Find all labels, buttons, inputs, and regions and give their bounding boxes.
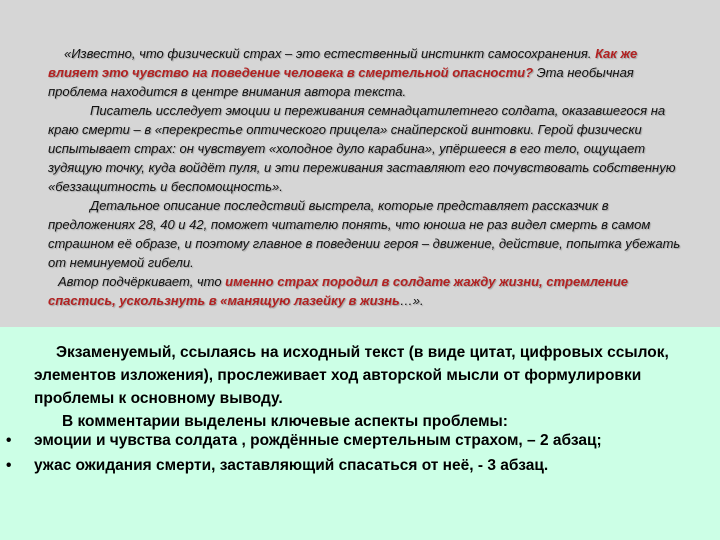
- essay-p1-end: Эта необычная проблема находится в центре внимания автора текста.: [48, 65, 634, 99]
- essay-p4-end: …».: [399, 293, 424, 308]
- essay-paragraph-2: Писатель исследует эмоции и переживания семнадцатилетнего солдата, оказавшегося на краю смерти – в «перекрестье оптического прицела» снайперской винтовки. Герой физически испытывает страх: он чувствует «холодное дуло карабина», упёршееся в его тело, ощущает зудящую точку, куда войдёт пуля, и эти переживания заставляют его почувствовать собственную «беззащитность и беспомощность».: [48, 103, 676, 194]
- bullet-icon: •: [6, 432, 12, 449]
- commentary-aspects-heading: В комментарии выделены ключевые аспекты проблемы:: [62, 413, 508, 430]
- commentary-paragraph: Экзаменуемый, ссылаясь на исходный текст (в виде цитат, цифровых ссылок, элементов изложения), прослеживает ход авторской мысли от формулировки проблемы к основному выводу.: [34, 344, 669, 407]
- essay-p4-start: Автор подчёркивает, что: [58, 274, 226, 289]
- list-item: [0, 453, 720, 478]
- list-item: [0, 428, 720, 453]
- essay-p1-start: «Известно, что физический страх – это естественный инстинкт самосохранения.: [64, 46, 596, 61]
- list-item-text: эмоции и чувства солдата , рождённые смертельным страхом, – 2 абзац;: [34, 432, 602, 449]
- list-item-text: ужас ожидания смерти, заставляющий спасаться от неё, - 3 абзац.: [34, 457, 549, 474]
- essay-p1-highlight: Как же влияет это чувство на поведение человека в смертельной опасности?: [48, 46, 638, 80]
- essay-text: [48, 44, 688, 310]
- essay-p4-highlight: именно страх породил в солдате жажду жизни, стремление спастись, ускользнуть в «манящую лазейку в жизнь: [48, 274, 628, 308]
- essay-paragraph-4: [48, 272, 688, 310]
- aspects-list: [0, 428, 720, 478]
- commentary-panel: [0, 327, 720, 540]
- essay-paragraph-1: [48, 44, 688, 101]
- essay-paragraph-3: Детальное описание последствий выстрела, которые представляет рассказчик в предложениях 28, 40 и 42, поможет читателю понять, что юноша не раз видел смерть в самом страшном её образе, и поэтому главное в поведении героя – движение, действие, попытка убежать от неминуемой гибели.: [48, 198, 681, 270]
- commentary-text: [34, 341, 704, 433]
- bullet-icon: •: [6, 457, 12, 474]
